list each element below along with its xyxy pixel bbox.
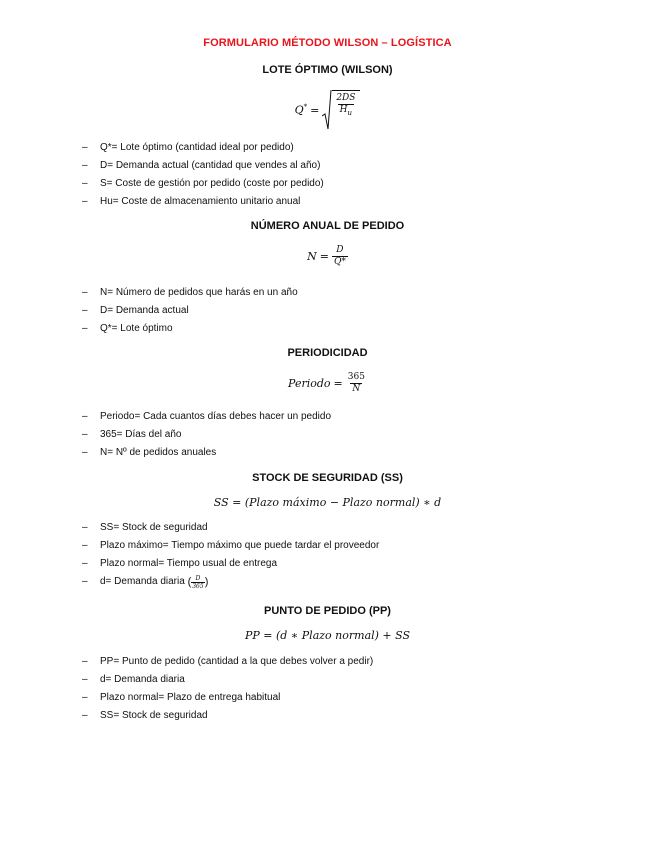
list-item: – Plazo máximo= Tiempo máximo que puede tardar el proveedor — [82, 540, 380, 551]
list-item: – 365= Días del año — [82, 429, 182, 440]
list-item: – d= Demanda diaria — [82, 674, 185, 685]
list-item: – Q*= Lote óptimo — [82, 323, 173, 334]
definition-list-numero-anual — [82, 284, 298, 338]
definition-list-punto-pedido — [82, 653, 373, 725]
section-heading-periodicidad: PERIODICIDAD — [287, 347, 368, 359]
list-item: – d= Demanda diaria ( $\frac{D}{365}$ ) — [82, 574, 209, 590]
list-item: – S= Coste de gestión por pedido (coste por pedido) — [82, 178, 324, 189]
fraction: $\frac{365}{N}$ — [347, 372, 365, 394]
list-item: – Plazo normal= Plazo de entrega habitual — [82, 692, 281, 703]
formula-stock-seguridad: SS = (Plazo máximo − Plazo normal) ∗ d — [213, 496, 442, 509]
fraction: $\frac{2DS}{H_u}$ — [336, 93, 356, 117]
formula-punto-pedido: PP = (d ∗ Plazo normal) + SS — [244, 629, 411, 642]
fraction: $\frac{D}{Q*}$ — [333, 245, 346, 267]
list-item: – SS= Stock de seguridad — [82, 710, 208, 721]
definition-list-lote-optimo — [82, 139, 324, 211]
definition-list-stock-seguridad — [82, 519, 379, 591]
section-heading-stock-seguridad: STOCK DE SEGURIDAD (SS) — [252, 472, 403, 484]
formula-lote-optimo — [0, 90, 655, 130]
list-item: – N= Número de pedidos que harás en un año — [82, 287, 298, 298]
list-item: – SS= Stock de seguridad — [82, 522, 208, 533]
section-heading-numero-anual: NÚMERO ANUAL DE PEDIDO — [250, 220, 405, 232]
list-item: – Plazo normal= Tiempo usual de entrega — [82, 558, 278, 569]
formula-periodicidad: Periodo = $\frac{365}{N}$ — [288, 372, 365, 394]
document-title: FORMULARIO MÉTODO WILSON – LOGÍSTICA — [203, 37, 452, 49]
section-heading-lote-optimo: LOTE ÓPTIMO (WILSON) — [262, 64, 393, 76]
list-item: – PP= Punto de pedido (cantidad a la que debes volver a pedir) — [82, 656, 374, 667]
list-item: – Q*= Lote óptimo (cantidad ideal por pedido) — [82, 142, 294, 153]
list-item: – Hu= Coste de almacenamiento unitario anual — [82, 196, 301, 207]
definition-list-periodicidad — [82, 408, 331, 462]
formula-numero-anual: N = $\frac{D}{Q*}$ — [307, 245, 346, 267]
square-root — [322, 90, 360, 130]
list-item: – Periodo= Cada cuantos días debes hacer un pedido — [82, 411, 332, 422]
formula-lhs: Q* — [294, 103, 308, 117]
mini-fraction: $\frac{D}{365}$ — [192, 574, 204, 590]
list-item: – D= Demanda actual (cantidad que vendes al año) — [82, 160, 321, 171]
section-heading-punto-pedido: PUNTO DE PEDIDO (PP) — [264, 605, 391, 617]
list-item: – N= Nº de pedidos anuales — [82, 447, 217, 458]
formula-equals: = — [310, 103, 320, 117]
list-item: – D= Demanda actual — [82, 305, 189, 316]
